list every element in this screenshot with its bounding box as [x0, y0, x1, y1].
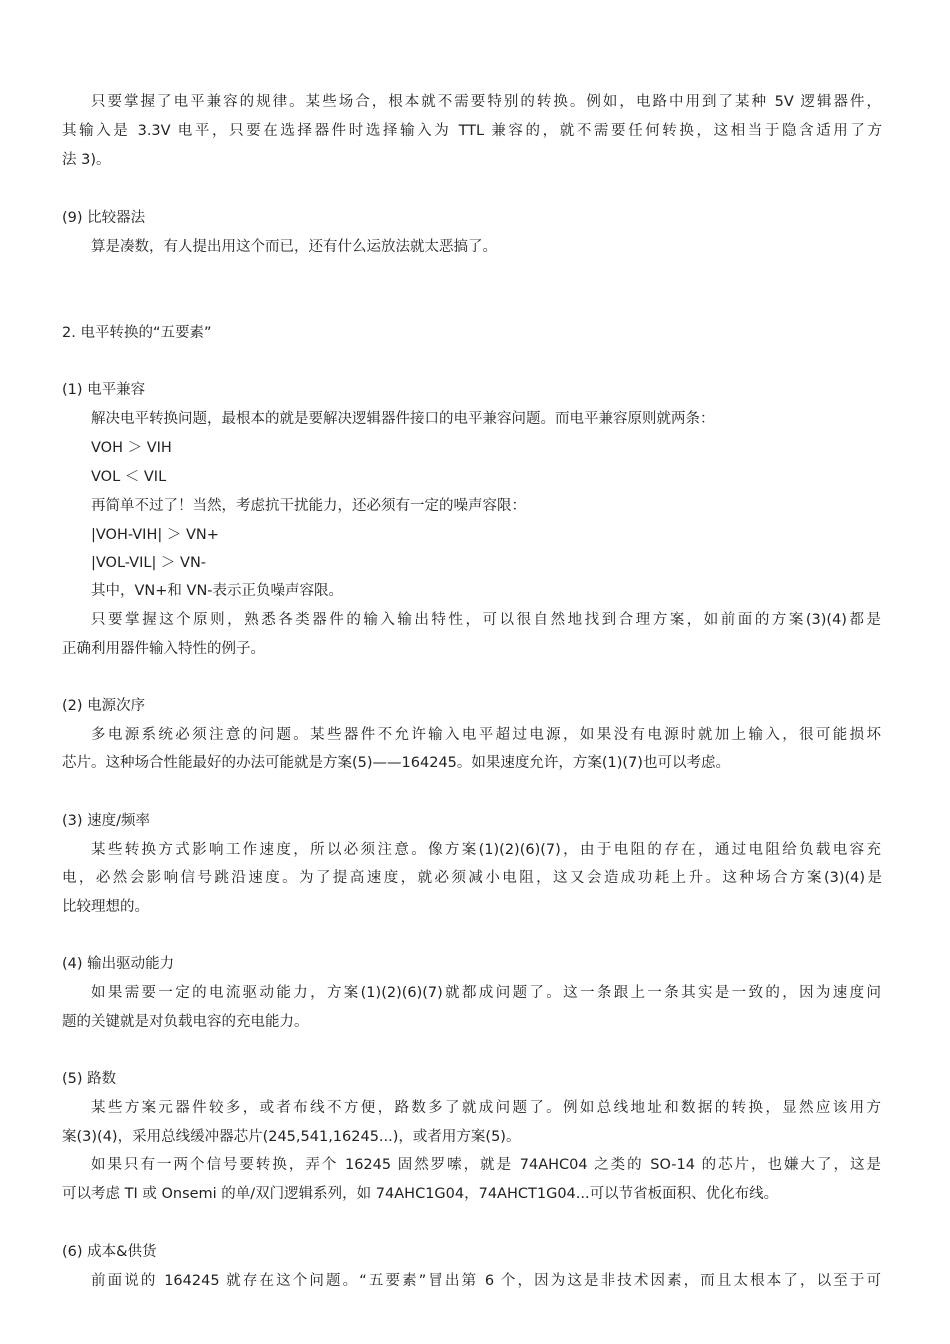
- paragraph-line: 只要掌握这个原则，熟悉各类器件的输入输出特性，可以很自然地找到合理方案，如前面的方案(3)(4)都是: [91, 612, 881, 628]
- section-heading: (9) 比较器法: [62, 210, 146, 226]
- paragraph-line: 多电源系统必须注意的问题。某些器件不允许输入电平超过电源，如果没有电源时就加上输入，很可能损坏: [91, 727, 881, 743]
- paragraph-line: 案(3)(4)，采用总线缓冲器芯片(245,541,16245...)，或者用方案(5)。: [62, 1129, 521, 1145]
- paragraph-line: 其输入是 3.3V 电平，只要在选择器件时选择输入为 TTL 兼容的，就不需要任何转换，这相当于隐含适用了方: [62, 123, 882, 139]
- section-heading: (5) 路数: [62, 1071, 117, 1087]
- formula-line: |VOH-VIH| ＞ VN+: [91, 527, 219, 543]
- paragraph-line: 再简单不过了！当然，考虑抗干扰能力，还必须有一定的噪声容限：: [91, 498, 526, 514]
- formula-line: |VOL-VIL| ＞ VN-: [91, 555, 207, 571]
- paragraph-line: 其中，VN+和 VN-表示正负噪声容限。: [91, 583, 344, 599]
- paragraph-line: 如果需要一定的电流驱动能力，方案(1)(2)(6)(7)就都成问题了。这一条跟上一条其实是一致的，因为速度问: [91, 985, 881, 1001]
- paragraph-line: 可以考虑 TI 或 Onsemi 的单/双门逻辑系列，如 74AHC1G04，74AHCT1G04...可以节省板面积、优化布线。: [62, 1186, 779, 1202]
- paragraph-line: 某些转换方式影响工作速度，所以必须注意。像方案(1)(2)(6)(7)，由于电阻的存在，通过电阻给负载电容充: [91, 842, 881, 858]
- paragraph-line: 解决电平转换问题，最根本的就是要解决逻辑器件接口的电平兼容问题。而电平兼容原则就两条：: [91, 411, 715, 427]
- section-heading: (4) 输出驱动能力: [62, 956, 175, 972]
- formula-line: VOL ＜ VIL: [91, 469, 167, 485]
- paragraph-line: 前面说的 164245 就存在这个问题。“五要素”冒出第 6 个，因为这是非技术因素，而且太根本了，以至于可: [91, 1273, 881, 1289]
- paragraph-line: 如果只有一两个信号要转换，弄个 16245 固然罗嗦，就是 74AHC04 之类的 SO-14 的芯片，也嫌大了，这是: [91, 1157, 881, 1173]
- paragraph-line: 只要掌握了电平兼容的规律。某些场合，根本就不需要特别的转换。例如，电路中用到了某种 5V 逻辑器件，: [91, 94, 881, 110]
- section-heading: (3) 速度/频率: [62, 813, 151, 829]
- section-heading: (1) 电平兼容: [62, 382, 146, 398]
- paragraph-line: 比较理想的。: [62, 899, 149, 915]
- paragraph-line: 芯片。这种场合性能最好的办法可能就是方案(5)——164245。如果速度允许，方案(1)(7)也可以考虑。: [62, 755, 730, 771]
- paragraph-line: 正确利用器件输入特性的例子。: [62, 641, 265, 657]
- paragraph-line: 法 3)。: [62, 152, 111, 168]
- paragraph-line: 某些方案元器件较多，或者布线不方便，路数多了就成问题了。例如总线地址和数据的转换，显然应该用方: [91, 1100, 881, 1116]
- formula-line: VOH ＞ VIH: [91, 440, 172, 456]
- paragraph-line: 电，必然会影响信号跳沿速度。为了提高速度，就必须减小电阻，这又会造成功耗上升。这种场合方案(3)(4)是: [62, 870, 882, 886]
- paragraph-line: 题的关键就是对负载电容的充电能力。: [62, 1014, 309, 1030]
- chapter-heading: 2. 电平转换的“五要素”: [62, 325, 212, 341]
- section-heading: (6) 成本&供货: [62, 1244, 157, 1260]
- paragraph-line: 算是凑数，有人提出用这个而已，还有什么运放法就太恶搞了。: [91, 239, 497, 255]
- section-heading: (2) 电源次序: [62, 698, 146, 714]
